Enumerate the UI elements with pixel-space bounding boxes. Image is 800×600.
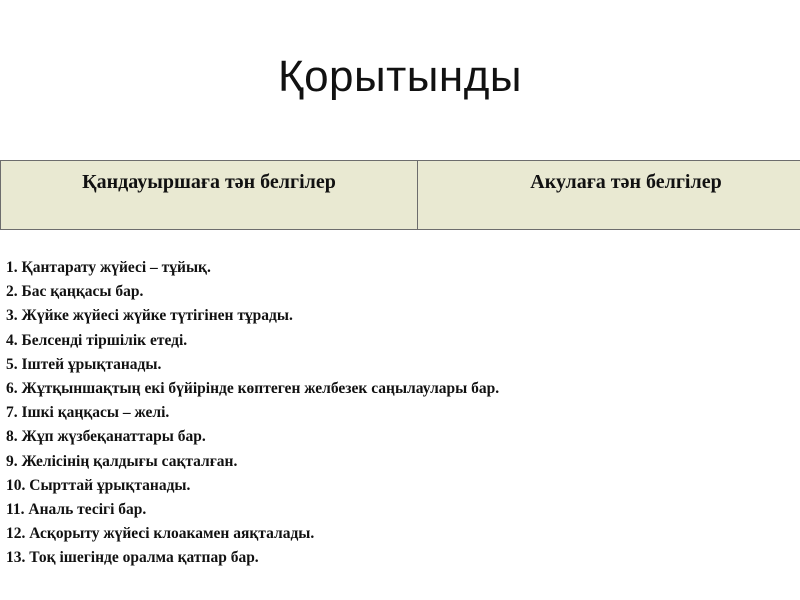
table-header-row	[1, 161, 800, 230]
list-item: 1. Қантарату жүйесі – тұйық.	[6, 259, 211, 276]
slide-title: Қорытынды	[277, 52, 523, 101]
list-item: 4. Белсенді тіршілік етеді.	[6, 331, 188, 349]
list-item: 6. Жұтқыншақтың екі бүйірінде көптеген желбезек саңылаулары бар.	[6, 380, 500, 398]
list-item: 9. Желісінің қалдығы сақталған.	[6, 452, 238, 470]
list-item: 3. Жүйке жүйесі жүйке түтігінен тұрады.	[6, 307, 293, 325]
header-lancelet-traits: Қандауыршаға тән белгілер	[1, 161, 418, 230]
list-item: 5. Іштей ұрықтанады.	[6, 355, 162, 373]
header-shark-traits: Акулаға тән белгілер	[418, 161, 800, 230]
list-item: 8. Жұп жүзбеқанаттары бар.	[6, 428, 206, 446]
list-item: 11. Аналь тесігі бар.	[6, 501, 147, 519]
traits-list	[6, 256, 786, 571]
list-item: 2. Бас қаңқасы бар.	[6, 283, 144, 301]
comparison-header-table	[0, 160, 800, 230]
list-item: 13. Тоқ ішегінде оралма қатпар бар.	[6, 549, 259, 567]
list-item: 12. Асқорыту жүйесі клоакамен аяқталады.	[6, 525, 315, 543]
list-item: 7. Ішкі қаңқасы – желі.	[6, 404, 170, 422]
list-item: 10. Сырттай ұрықтанады.	[6, 476, 191, 494]
comparison-table	[0, 160, 800, 230]
